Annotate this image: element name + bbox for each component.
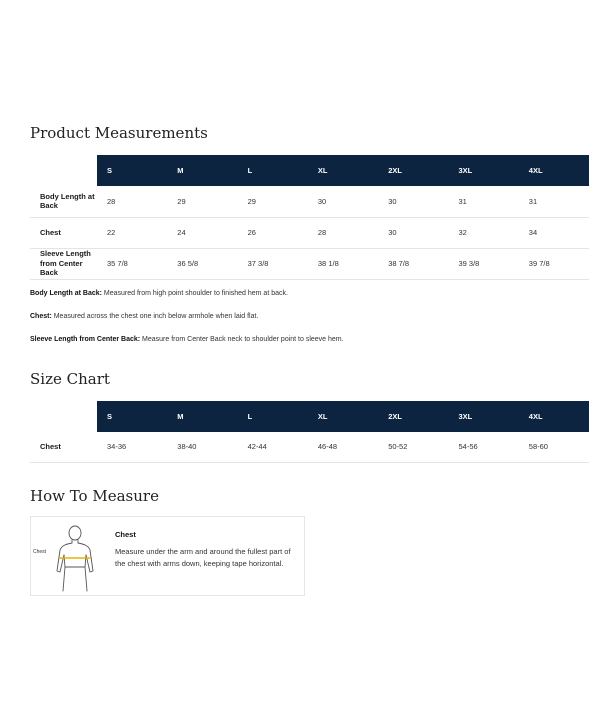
table-cell: 30 <box>308 186 378 217</box>
table-header-row <box>30 401 589 432</box>
table-cell: 28 <box>97 186 167 217</box>
table-cell: 30 <box>378 186 448 217</box>
table-cell: 26 <box>238 217 308 248</box>
size-header: S <box>97 401 167 432</box>
size-chart-table <box>30 401 589 463</box>
size-header: L <box>238 155 308 186</box>
table-cell: 34 <box>519 217 589 248</box>
size-header: 3XL <box>448 155 518 186</box>
how-to-measure-card <box>30 516 305 596</box>
note-text: Measured from high point shoulder to finished hem at back. <box>101 290 288 297</box>
size-header: L <box>238 401 308 432</box>
size-header: 4XL <box>519 155 589 186</box>
size-header: M <box>167 155 237 186</box>
size-header: 2XL <box>378 155 448 186</box>
table-cell: 31 <box>448 186 518 217</box>
table-cell: 29 <box>238 186 308 217</box>
table-row <box>30 186 589 217</box>
measurement-note <box>30 290 288 297</box>
table-cell: 54-56 <box>448 432 518 462</box>
table-cell: 42-44 <box>238 432 308 462</box>
table-cell: 46-48 <box>308 432 378 462</box>
table-cell: 38 1/8 <box>308 248 378 279</box>
table-cell: 39 3/8 <box>448 248 518 279</box>
table-cell: 58-60 <box>519 432 589 462</box>
product-measurements-title: Product Measurements <box>30 124 208 142</box>
size-header: 2XL <box>378 401 448 432</box>
table-cell: 31 <box>519 186 589 217</box>
table-cell: 22 <box>97 217 167 248</box>
table-row <box>30 248 589 279</box>
table-row <box>30 217 589 248</box>
row-label: Body Length at Back <box>30 186 97 217</box>
note-term: Sleeve Length from Center Back: <box>30 336 141 343</box>
header-corner <box>30 401 97 432</box>
table-cell: 35 7/8 <box>97 248 167 279</box>
table-header-row <box>30 155 589 186</box>
note-term: Chest: <box>30 313 52 320</box>
measurement-note <box>30 336 344 343</box>
product-measurements-table <box>30 155 589 280</box>
size-header: XL <box>308 401 378 432</box>
table-cell: 28 <box>308 217 378 248</box>
how-to-measure-title: How To Measure <box>30 487 159 505</box>
size-header: M <box>167 401 237 432</box>
table-cell: 39 7/8 <box>519 248 589 279</box>
note-text: Measure from Center Back neck to shoulder point to sleeve hem. <box>140 336 344 343</box>
table-cell: 34-36 <box>97 432 167 462</box>
size-chart-title: Size Chart <box>30 370 110 388</box>
person-silhouette-icon <box>43 523 101 593</box>
size-header: XL <box>308 155 378 186</box>
row-label: Chest <box>30 217 97 248</box>
figure-chest-label: Chest <box>33 549 47 555</box>
row-label: Sleeve Length from Center Back <box>30 248 97 279</box>
table-cell: 38 7/8 <box>378 248 448 279</box>
table-cell: 38-40 <box>167 432 237 462</box>
row-label: Chest <box>30 432 97 462</box>
table-cell: 37 3/8 <box>238 248 308 279</box>
table-cell: 24 <box>167 217 237 248</box>
size-header: 4XL <box>519 401 589 432</box>
card-description: Measure under the arm and around the fullest part of the chest with arms down, keeping tape horizontal. <box>115 547 291 568</box>
table-row <box>30 432 589 462</box>
note-term: Body Length at Back: <box>30 290 102 297</box>
size-header: S <box>97 155 167 186</box>
table-cell: 32 <box>448 217 518 248</box>
card-title: Chest <box>115 530 136 539</box>
table-cell: 29 <box>167 186 237 217</box>
size-header: 3XL <box>448 401 518 432</box>
measurement-note <box>30 313 258 320</box>
note-text: Measured across the chest one inch below armhole when laid flat. <box>51 313 259 320</box>
table-cell: 36 5/8 <box>167 248 237 279</box>
header-corner <box>30 155 97 186</box>
table-cell: 30 <box>378 217 448 248</box>
table-cell: 50-52 <box>378 432 448 462</box>
